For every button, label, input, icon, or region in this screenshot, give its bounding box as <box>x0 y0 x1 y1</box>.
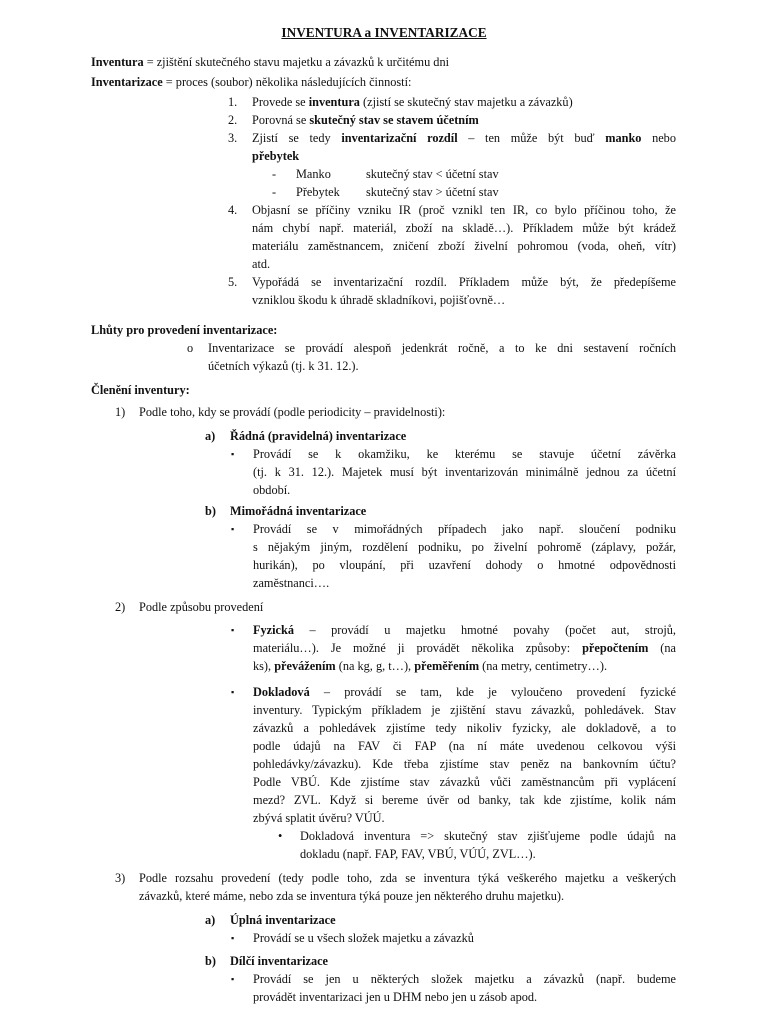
dokladova-sub-text: Dokladová inventura => skutečný stav zjišťujeme podle údajů na <box>300 829 676 843</box>
page-title: INVENTURA a INVENTARIZACE <box>281 25 487 40</box>
criterion-2: Podle způsobu provedení <box>139 600 264 614</box>
dilci-text: provádět inventarizaci jen u DHM nebo jen u zásob apod. <box>253 990 538 1004</box>
dokladova-text: zbývá splatit úvěru? VÚÚ. <box>253 811 385 825</box>
radna-text: Provádí se k okamžiku, ke kterému se stavuje účetní závěrka <box>253 447 676 461</box>
mimoradna-text: hurikán), po vloupání, při uzavření dohody o hmotné odpovědnosti <box>253 558 676 572</box>
subheading-uplna: Úplná inventarizace <box>230 913 336 927</box>
radna-text: (tj. k 31. 12.). Majetek musí být inventarizován minimálně jednou za účetní <box>253 465 676 479</box>
definition-text: = proces (soubor) několika následujících činností: <box>162 75 412 89</box>
list-letter: b) <box>205 504 216 518</box>
list-item-3-cont: přebytek <box>252 149 300 163</box>
mimoradna-text: zaměstnanci…. <box>253 576 330 590</box>
dokladova-text: mezd? ZVL. Když si bereme úvěr od banky, tak kde zjistíme, kolik nám <box>253 793 676 807</box>
uplna-text: Provádí se u všech složek majetku a závazků <box>253 931 474 945</box>
text: (na metry, centimetry…). <box>479 659 608 673</box>
relation-text: skutečný stav > účetní stav <box>366 185 499 199</box>
list-number: 5. <box>228 275 238 289</box>
bold-text: inventura <box>308 95 360 109</box>
criterion-3: závazků, které máme, nebo zda se inventura týká pouze jen některého druhu majetku). <box>139 889 565 903</box>
round-bullet: • <box>278 829 283 843</box>
section-heading-cleneni: Členění inventury: <box>91 383 190 397</box>
section-heading-lhuty: Lhůty pro provedení inventarizace: <box>91 323 278 337</box>
bold-text: převážením <box>274 659 336 673</box>
fyzicka-text <box>253 622 676 638</box>
list-number: 2) <box>115 600 126 614</box>
bold-text: Fyzická <box>253 623 294 637</box>
term-prebytek: Přebytek <box>296 185 340 199</box>
list-number: 4. <box>228 203 238 217</box>
text: Provede se <box>252 95 309 109</box>
bold-text: skutečný stav se stavem účetním <box>309 113 479 127</box>
text: materiálu…). Je možné ji provádět několika způsoby: <box>253 641 583 655</box>
list-number: 1. <box>228 95 238 109</box>
square-bullet: ▪ <box>231 524 235 534</box>
text: (na <box>648 641 676 655</box>
fyzicka-text <box>253 658 607 674</box>
dokladova-text: pohledávky/závazku). Kde třeba zjistíme stav peněz na bankovním účtu? <box>253 757 676 771</box>
text: Porovná se <box>252 113 310 127</box>
fyzicka-text <box>253 640 676 656</box>
mimoradna-text: Provádí se v mimořádných případech jako např. sloučení podniku <box>253 522 676 536</box>
bold-text: manko <box>605 131 642 145</box>
list-item-4-line: nám chybí např. materiál, zboží na skladě…). Příkladem může být krádež <box>252 221 676 235</box>
list-item-5-line: vzniklou škodu k úhradě skladníkovi, pojišťovně… <box>252 293 506 307</box>
mimoradna-text: s nějakým jiným, rozdělení podniku, po živelní pohromě (záplavy, požár, <box>253 540 676 554</box>
text: – ten může být buď <box>457 131 606 145</box>
dilci-text: Provádí se jen u některých složek majetku a závazků (např. budeme <box>253 972 676 986</box>
list-letter: a) <box>205 913 216 927</box>
dokladova-text: podle údajů na FAV či FAP (na ní máte uvedenou celkovou výši <box>253 739 676 753</box>
text: (zjistí se skutečný stav majetku a závazků) <box>359 95 573 109</box>
bold-text: Dokladová <box>253 685 310 699</box>
list-item-1 <box>252 94 573 110</box>
term: Inventura <box>91 55 144 69</box>
list-item-5-line: Vypořádá se inventarizační rozdíl. Příkladem může být, že předepíšeme <box>252 275 676 289</box>
text: (na kg, g, t…), <box>335 659 415 673</box>
dokladova-text: závazků a pohledávek zjistíme tedy nikoliv fyzicky, ale dokladově, a to <box>253 721 676 735</box>
list-item-4-line: materiálu zaměstnancem, zničení zboží živelní pohromou (voda, oheň, vítr) <box>252 239 676 253</box>
dokladova-text: inventury. Typickým příkladem je zjištění stavu závazků, pohledávek. Stav <box>253 703 676 717</box>
square-bullet: ▪ <box>231 687 235 697</box>
text: Zjistí se tedy <box>252 131 342 145</box>
subheading-radna: Řádná (pravidelná) inventarizace <box>230 429 407 443</box>
list-item-3 <box>252 130 676 146</box>
list-number: 2. <box>228 113 238 127</box>
list-number: 3) <box>115 871 126 885</box>
text: – provádí u majetku hmotné povahy (počet aut, strojů, <box>293 623 676 637</box>
list-letter: a) <box>205 429 216 443</box>
dash-bullet: - <box>272 167 277 181</box>
definition-text: = zjištění skutečného stavu majetku a závazků k určitému dni <box>143 55 450 69</box>
square-bullet: ▪ <box>231 933 235 943</box>
text: nebo <box>641 131 676 145</box>
circle-bullet: o <box>187 341 194 355</box>
bold-text: inventarizační rozdíl <box>341 131 458 145</box>
list-number: 1) <box>115 405 126 419</box>
relation-text: skutečný stav < účetní stav <box>366 167 499 181</box>
dokladova-text <box>253 684 676 700</box>
list-item-4-line: Objasní se příčiny vzniku IR (proč vznikl ten IR, co bylo příčinou toho, že <box>252 203 676 217</box>
dokladova-sub-text: dokladu (např. FAP, FAV, VBÚ, VÚÚ, ZVL…). <box>300 847 536 861</box>
term: Inventarizace <box>91 75 163 89</box>
square-bullet: ▪ <box>231 974 235 984</box>
list-number: 3. <box>228 131 238 145</box>
dash-bullet: - <box>272 185 277 199</box>
subheading-dilci: Dílčí inventarizace <box>230 954 329 968</box>
criterion-1: Podle toho, kdy se provádí (podle periodicity – pravidelnosti): <box>139 405 446 419</box>
text: – provádí se tam, kde je vyloučeno provedení fyzické <box>309 685 676 699</box>
lhuty-text: Inventarizace se provádí alespoň jedenkrát ročně, a to ke dni sestavení ročních <box>208 341 676 355</box>
term-manko: Manko <box>296 167 331 181</box>
square-bullet: ▪ <box>231 449 235 459</box>
list-letter: b) <box>205 954 216 968</box>
square-bullet: ▪ <box>231 625 235 635</box>
text: ks), <box>253 659 275 673</box>
radna-text: období. <box>253 483 291 497</box>
list-item-4-line: atd. <box>252 257 271 271</box>
dokladova-text: Podle VBÚ. Kde zjistíme stav závazků vůči zaměstnancům při vyplácení <box>253 775 676 789</box>
definition-inventarizace <box>91 74 411 90</box>
subheading-mimoradna: Mimořádná inventarizace <box>230 504 367 518</box>
bold-text: přeměřením <box>414 659 480 673</box>
list-item-2 <box>252 112 479 128</box>
lhuty-text: účetních výkazů (tj. k 31. 12.). <box>208 359 359 373</box>
criterion-3: Podle rozsahu provedení (tedy podle toho, zda se inventura týká veškerého majetku a veškerých <box>139 871 676 885</box>
definition-inventura <box>91 54 449 70</box>
bold-text: přepočtením <box>582 641 649 655</box>
